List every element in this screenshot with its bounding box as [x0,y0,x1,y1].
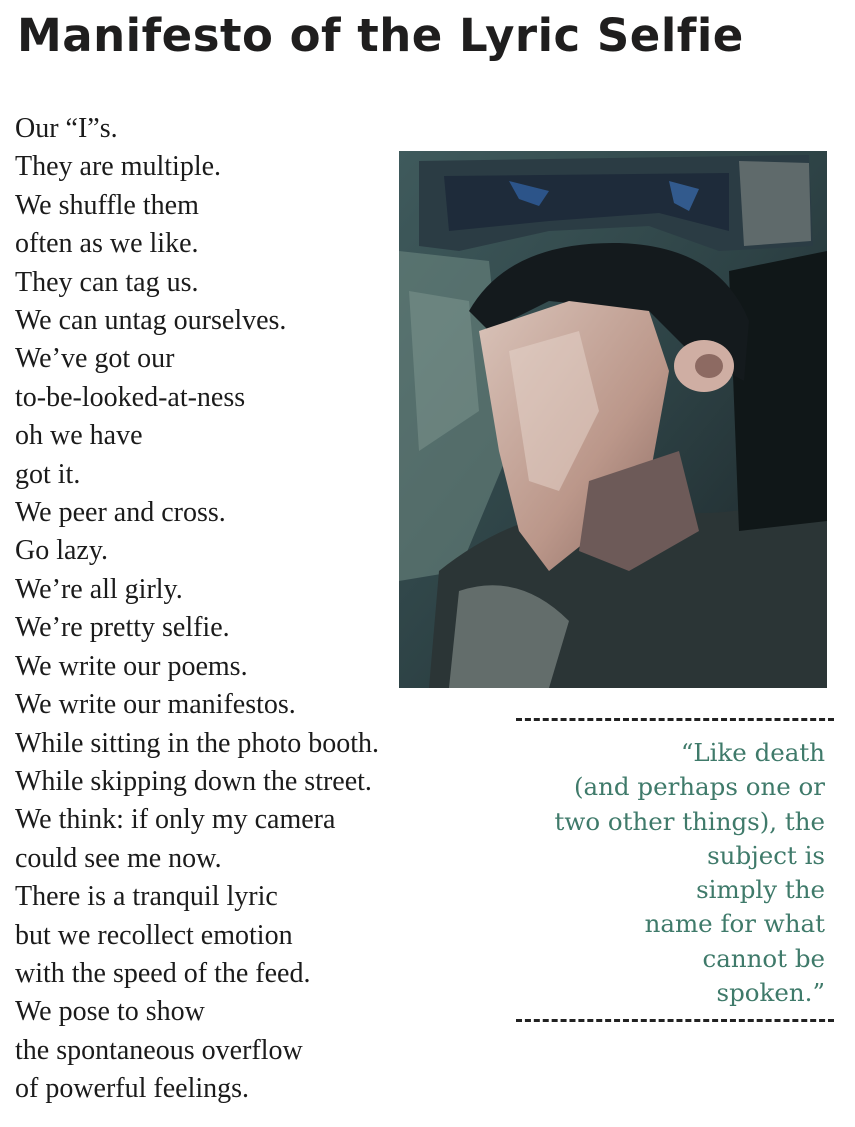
poem-line: We pose to show [15,996,205,1028]
poem-line: Go lazy. [15,535,109,567]
quote-line: two other things), the [554,806,825,836]
poem-line: While skipping down the street. [15,765,372,797]
pull-quote [520,736,825,1010]
poem-line: We think: if only my camera [15,804,336,836]
poem-line: We’re all girly. [15,573,183,605]
poem-line: could see me now. [15,842,222,874]
poem-line: to-be-looked-at-ness [15,381,246,413]
poem-line: We’re pretty selfie. [15,612,230,644]
quote-line: (and perhaps one or [573,772,825,802]
poem-line: of powerful feelings. [15,1073,250,1105]
poem-line: We write our manifestos. [15,689,296,721]
poem-line: We can untag ourselves. [15,305,287,337]
quote-divider-top [516,718,834,721]
poem [15,110,379,1109]
poem-line: got it. [15,458,81,490]
poem-line: We shuffle them [15,189,199,221]
poem-line: the spontaneous overflow [15,1034,303,1066]
quote-line: subject is [707,840,825,870]
quote-line: simply the [696,875,825,905]
page-title: Manifesto of the Lyric Selfie [17,9,744,62]
poem-line: oh we have [15,420,143,452]
poem-line: with the speed of the feed. [15,957,311,989]
poem-line: We write our poems. [15,650,248,682]
poem-line: We peer and cross. [15,497,226,529]
quote-line: cannot be [702,943,825,973]
quote-line: name for what [644,909,825,939]
poem-line: but we recollect emotion [15,919,293,951]
quote-divider-bottom [516,1019,834,1022]
poem-line: They are multiple. [15,151,222,183]
poem-line: often as we like. [15,228,199,260]
poem-line: While sitting in the photo booth. [15,727,379,759]
quote-line: spoken.” [716,978,825,1008]
poem-line: We’ve got our [15,343,175,375]
poem-line: There is a tranquil lyric [15,881,278,913]
poem-line: They can tag us. [15,266,199,298]
quote-line: “Like death [680,738,825,767]
poem-line: Our “I”s. [15,113,118,144]
portrait-painting [399,151,827,688]
